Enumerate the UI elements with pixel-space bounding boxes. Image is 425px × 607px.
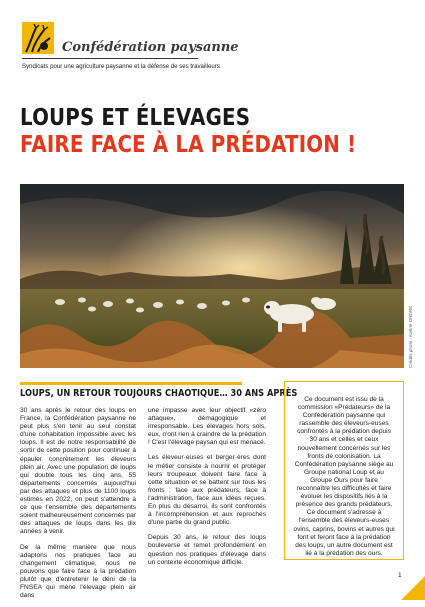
page-number: 1 bbox=[398, 572, 402, 579]
section-heading: LOUPS, UN RETOUR TOUJOURS CHAOTIQUE… 30 ANS APRÈS bbox=[20, 388, 298, 399]
hero-photo bbox=[20, 184, 404, 368]
header-divider bbox=[22, 58, 198, 59]
info-box bbox=[284, 381, 404, 560]
logo-icon bbox=[22, 22, 54, 54]
paragraph: Depuis 30 ans, le retour des loups bouleverse et remet profondément en question nos pratiques d'élevage dans un contexte économique difficile. bbox=[148, 534, 266, 566]
paragraph: Les éleveur·euses et berger·ères dont le métier consiste à nourrir et protéger leurs troupeaux doivent faire face à cette situation et se battent sur tous les fronts : face aux prédateurs, face à l'administration, face aux idées reçues. En plus du désarroi, ils sont confrontés à l'incompréhension et aux reproches d'une partie du grand public. bbox=[148, 454, 266, 527]
paragraph: une impasse avec leur objectif «zéro attaque», démagogique et irresponsable. Les élevages hors sols, eux, n'ont rien à craindre de la prédation ! C'est l'élevage paysan qui est menacé. bbox=[148, 407, 266, 447]
photo-credit: Crédits photo : Karine ONDRÉ bbox=[408, 305, 413, 368]
corner-triangle-icon bbox=[401, 576, 425, 600]
info-box-text: Ce document est issu de la commission «Prédateurs» de la Confédération paysanne qui rassemble des éleveurs-euses confrontés à la prédation depuis 30 ans et celles et ceux nouvellement concernés sur les fronts de colonisation. La Confédération paysanne siège au Groupe national Loup et au Groupe Ours pour faire reconnaître les difficultés et faire évoluer les dispositifs liés à la présence des grands prédateurs. Ce document s'adresse à l'ensemble des éleveurs-euses ovins, caprins, bovins et autres qui font et feront face à la prédation des loups, un autre document est lié à la prédation des ours. bbox=[293, 396, 395, 557]
tagline: Syndicats pour une agriculture paysanne et la défense de ses travailleurs bbox=[22, 63, 220, 70]
brand-name: Confédération paysanne bbox=[62, 40, 239, 55]
body-column-2 bbox=[148, 407, 266, 574]
title-line-2: FAIRE FACE À LA PRÉDATION ! bbox=[20, 132, 357, 158]
paragraph: 30 ans après le retour des loups en France, la Confédération paysanne ne peut plus s'en tenir au seul constat d'une cohabitation impossible avec les loups. Il est de notre responsabilité de sortir de cette position pour continuer à épauler concrètement les éleveurs plein air. Avec une population de loups qui double tous les cinq ans, 55 départements concernés aujourd'hui par des attaques et plus de 1100 loups estimés en 2022, on peut s'attendre à ce que l'ensemble des départements soient malheureusement concernés par des attaques de loups dans les dix années à venir. bbox=[20, 407, 136, 536]
body-column-1 bbox=[20, 407, 136, 607]
page-title bbox=[20, 105, 356, 159]
paragraph: De la même manière que nous adaptons nos pratiques face au changement climatique, nous ne pouvons que faire face à la prédation plutôt que d'entretenir le déni de la FNSEA qui mène l'élevage plein air dans bbox=[20, 543, 136, 600]
title-line-1: LOUPS ET ÉLEVAGES bbox=[20, 105, 251, 131]
section-divider bbox=[20, 382, 242, 385]
